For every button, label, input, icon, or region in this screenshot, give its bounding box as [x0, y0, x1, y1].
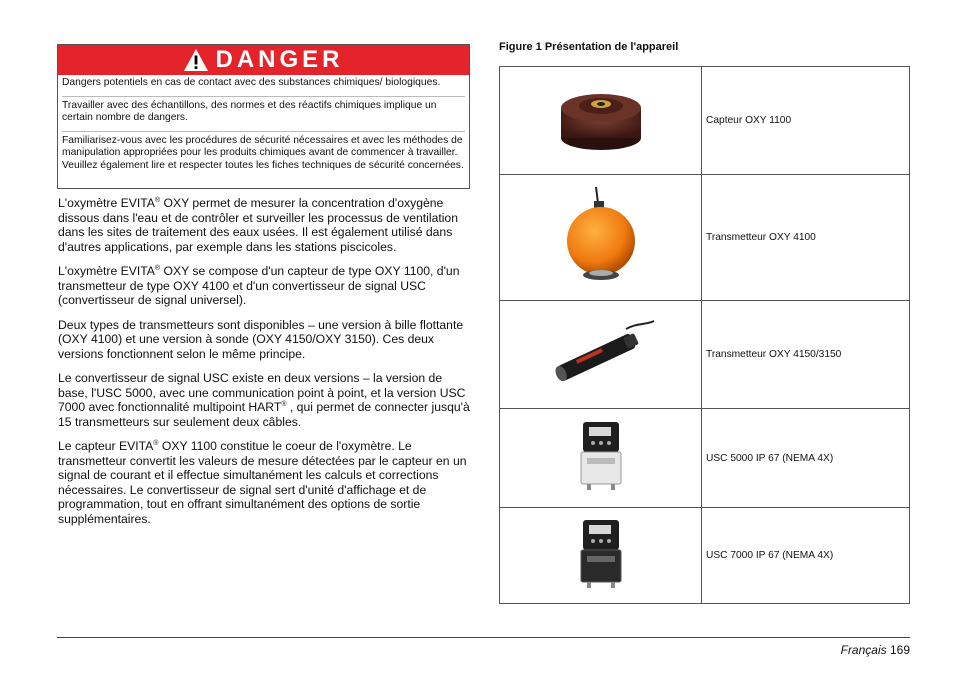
body-paragraph: Le convertisseur de signal USC existe en deux versions – la version de base, l'USC 5000, avec une communication point à point, et la version USC 7000 avec fonctionnalité multipoint HART® , qui permet de connecter jusqu'à 15 transmetteurs sur seulement deux câbles.: [58, 371, 470, 429]
page-number: 169: [889, 643, 910, 657]
device-label: Transmetteur OXY 4150/3150: [702, 301, 910, 409]
device-overview-table: [499, 66, 910, 604]
danger-body: [58, 75, 469, 172]
danger-notice: [57, 44, 470, 189]
table-row: [500, 301, 910, 409]
image-cell: [500, 67, 702, 175]
danger-paragraph: Travailler avec des échantillons, des normes et des réactifs chimiques implique un certain nombre de dangers.: [62, 96, 465, 125]
image-cell: [500, 175, 702, 301]
table-row: [500, 409, 910, 508]
device-label: USC 5000 IP 67 (NEMA 4X): [702, 409, 910, 508]
oxy-4100-float-image: [556, 185, 646, 285]
usc-7000-image: [571, 516, 631, 591]
danger-paragraph: Familiarisez-vous avec les procédures de sécurité nécessaires et avec les méthodes de manipulation appropriées pour les produits chimiques avant de commencer à travailler. Veuillez également lire et respecter toutes les fiches techniques de sécurité concernées.: [62, 131, 465, 173]
device-label: USC 7000 IP 67 (NEMA 4X): [702, 508, 910, 604]
usc-5000-image: [571, 418, 631, 493]
danger-header: [58, 45, 469, 75]
device-label: Transmetteur OXY 4100: [702, 175, 910, 301]
table-row: [500, 508, 910, 604]
danger-title: DANGER: [215, 46, 344, 73]
table-row: [500, 175, 910, 301]
image-cell: [500, 508, 702, 604]
device-label: Capteur OXY 1100: [702, 67, 910, 175]
oxy-4150-probe-image: [546, 317, 656, 387]
danger-paragraph: Dangers potentiels en cas de contact avec des substances chimiques/ biologiques.: [62, 77, 441, 88]
body-paragraph: L'oxymètre EVITA® OXY permet de mesurer la concentration d'oxygène dissous dans l'eau et de contrôler et surveiller les processus de ventilation dans les sites de traitement des eaux usées. Il est également utilisé dans d'autres applications, par exemple dans les stations piscicoles.: [58, 196, 458, 254]
table-row: [500, 67, 910, 175]
footer-language: Français: [840, 643, 887, 657]
page-footer: [841, 643, 910, 657]
image-cell: [500, 301, 702, 409]
body-text: [58, 196, 470, 536]
figure-title: Figure 1 Présentation de l'appareil: [499, 41, 679, 53]
body-paragraph: Le capteur EVITA® OXY 1100 constitue le coeur de l'oxymètre. Le transmetteur convertit les valeurs de mesure détectées par le capteur en un signal de courant et il effectue simultanément les calculs et corrections nécessaires. Le convertisseur de signal sert d'unité d'affichage et de programmation, tout en offrant simultanément des options de sortie supplémentaires.: [58, 439, 467, 526]
image-cell: [500, 409, 702, 508]
oxy-1100-sensor-image: [556, 78, 646, 158]
warning-triangle-icon: [183, 48, 209, 72]
body-paragraph: L'oxymètre EVITA® OXY se compose d'un capteur de type OXY 1100, d'un transmetteur de type OXY 4100 et d'un convertisseur de signal USC (convertisseur de signal universel).: [58, 264, 460, 307]
footer-divider: [57, 637, 910, 638]
body-paragraph: Deux types de transmetteurs sont disponibles – une version à bille flottante (OXY 4100) et une version à sonde (OXY 4150/OXY 3150). Ces deux versions fonctionnent selon le même principe.: [58, 317, 464, 361]
